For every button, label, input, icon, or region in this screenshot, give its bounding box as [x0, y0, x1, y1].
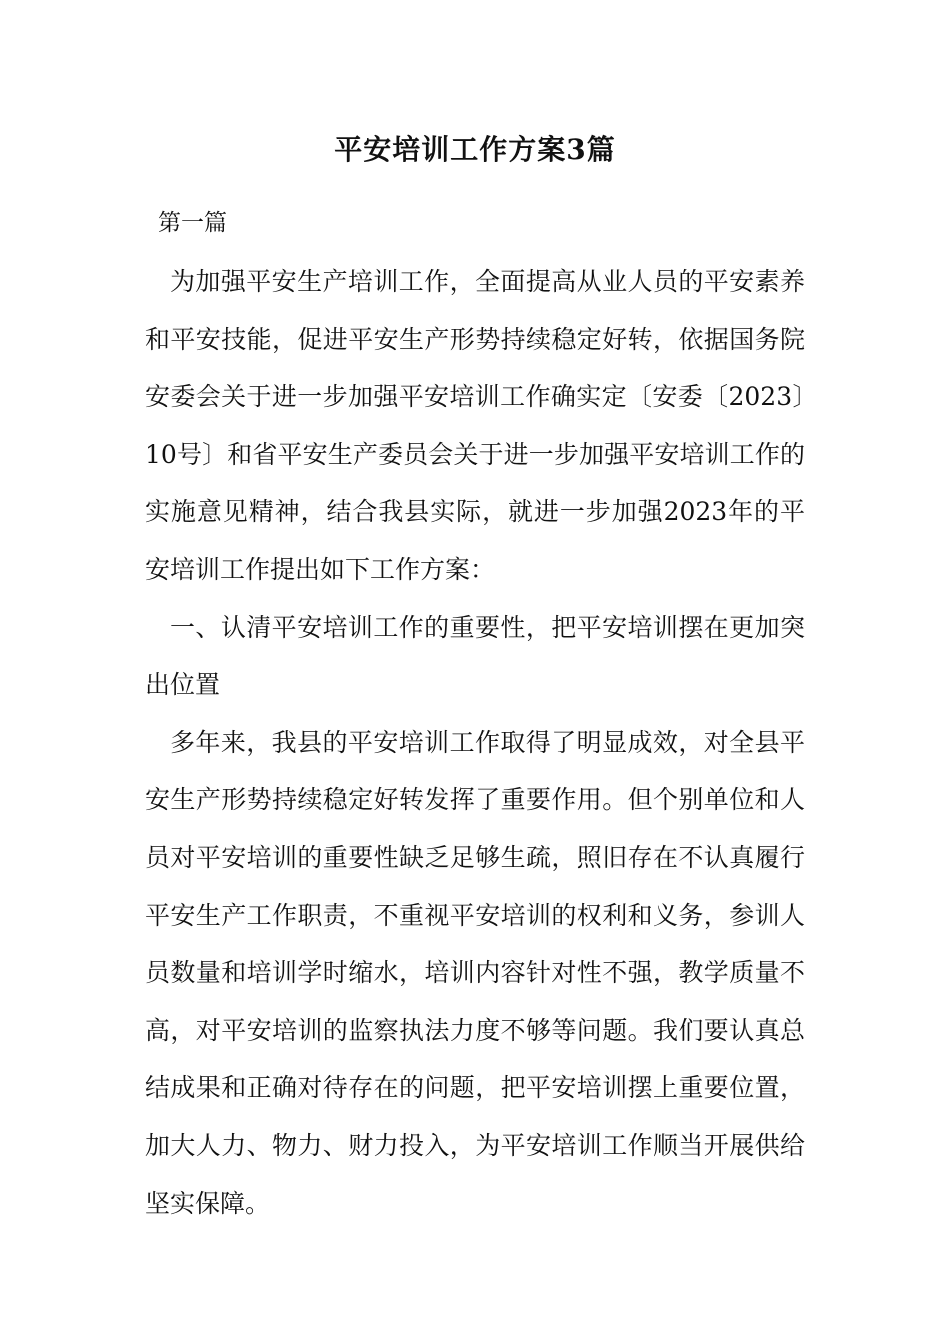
- paragraph-intro: 为加强平安生产培训工作，全面提高从业人员的平安素养和平安技能，促进平安生产形势持续稳定好转，依据国务院安委会关于进一步加强平安培训工作确实定〔安委〔2023〕10号〕和省平安生产委员会关于进一步加强平安培训工作的实施意见精神，结合我县实际，就进一步加强2023年的平安培训工作提出如下工作方案：: [145, 267, 805, 584]
- document-body: [145, 253, 805, 1232]
- document-title: 平安培训工作方案3篇: [334, 133, 616, 166]
- section-label: 第一篇: [158, 210, 227, 236]
- paragraph-heading-one: 一、认清平安培训工作的重要性，把平安培训摆在更加突出位置: [145, 612, 805, 700]
- paragraph-body-one: 多年来，我县的平安培训工作取得了明显成效，对全县平安生产形势持续稳定好转发挥了重要作用。但个别单位和人员对平安培训的重要性缺乏足够生疏，照旧存在不认真履行平安生产工作职责，不重视平安培训的权利和义务，参训人员数量和培训学时缩水，培训内容针对性不强，教学质量不高，对平安培训的监察执法力度不够等问题。我们要认真总结成果和正确对待存在的问题，把平安培训摆上重要位置，加大人力、物力、财力投入，为平安培训工作顺当开展供给坚实保障。: [145, 727, 805, 1218]
